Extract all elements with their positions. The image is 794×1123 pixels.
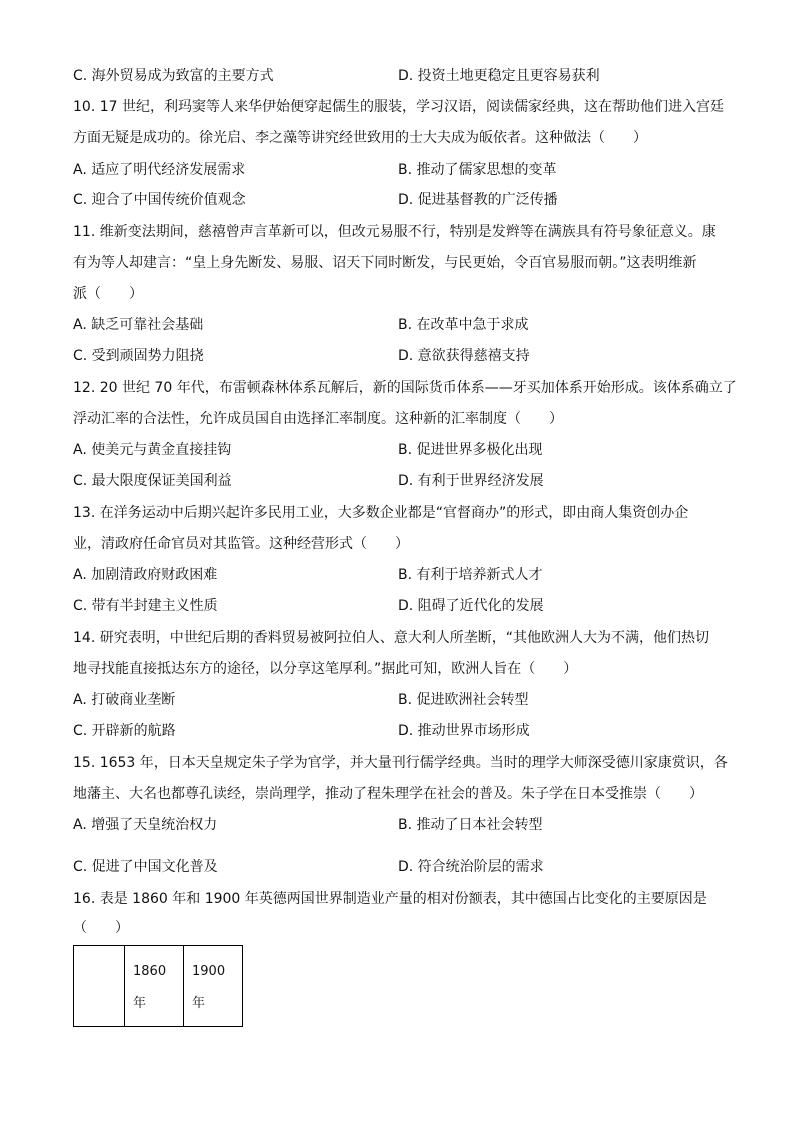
q10-stem-line-1: 10. 17 世纪，利玛窦等人来华伊始便穿起儒生的服装，学习汉语，阅读儒家经典，这在帮助他们进入宫廷 [73,99,724,115]
q14-option-d: D. 推动世界市场形成 [398,723,530,739]
q15-stem-line-2: 地藩主、大名也都尊孔读经，崇尚理学，推动了程朱理学在社会的普及。朱子学在日本受推崇（ ） [73,786,703,802]
q10-option-d: D. 促进基督教的广泛传播 [398,192,558,208]
q12-option-a: A. 使美元与黄金直接挂钩 [73,442,232,458]
q11-option-a: A. 缺乏可靠社会基础 [73,317,204,333]
q10-option-b: B. 推动了儒家思想的变革 [398,162,557,178]
q9-option-c: C. 海外贸易成为致富的主要方式 [73,68,274,84]
q12-option-d: D. 有利于世界经济发展 [398,473,544,489]
q14-option-b: B. 促进欧洲社会转型 [398,692,529,708]
q12-option-b: B. 促进世界多极化出现 [398,442,543,458]
q11-option-c: C. 受到顽固势力阻挠 [73,348,204,364]
table-header-blank [74,946,125,1027]
q10-option-a: A. 适应了明代经济发展需求 [73,162,246,178]
q14-option-a: A. 打破商业垄断 [73,692,176,708]
q11-stem-line-3: 派（ ） [73,286,143,302]
q10-option-c: C. 迎合了中国传统价值观念 [73,192,246,208]
q10-stem-line-2: 方面无疑是成功的。徐光启、李之藻等讲究经世致用的士大夫成为皈依者。这种做法（ ） [73,130,647,146]
q12-option-c: C. 最大限度保证美国利益 [73,473,232,489]
q15-stem-line-1: 15. 1653 年，日本天皇规定朱子学为官学，并大量刊行儒学经典。当时的理学大师深受德川家康赏识，各 [73,755,728,771]
q13-stem-line-2: 业，清政府任命官员对其监管。这种经营形式（ ） [73,536,409,552]
q11-option-b: B. 在改革中急于求成 [398,317,529,333]
q11-stem-line-2: 有为等人却建言：“皇上身先断发、易服、诏天下同时断发，与民更始，令百官易服而朝。”这表明维新 [73,255,697,271]
q15-option-d: D. 符合统治阶层的需求 [398,859,544,875]
q15-option-b: B. 推动了日本社会转型 [398,817,543,833]
q14-option-c: C. 开辟新的航路 [73,723,176,739]
q13-option-b: B. 有利于培养新式人才 [398,567,543,583]
q13-option-a: A. 加剧清政府财政困难 [73,567,218,583]
q12-stem-line-1: 12. 20 世纪 70 年代，布雷顿森林体系瓦解后，新的国际货币体系——牙买加体系开始形成。该体系确立了 [73,380,737,396]
q15-option-c: C. 促进了中国文化普及 [73,859,218,875]
q13-option-d: D. 阻碍了近代化的发展 [398,598,544,614]
q11-option-d: D. 意欲获得慈禧支持 [398,348,530,364]
q14-stem-line-1: 14. 研究表明，中世纪后期的香料贸易被阿拉伯人、意大利人所垄断，“其他欧洲人大为不满，他们热切 [73,630,709,646]
q9-option-d: D. 投资土地更稳定且更容易获利 [398,68,600,84]
q16-stem-line-1: 16. 表是 1860 年和 1900 年英德两国世界制造业产量的相对份额表，其中德国占比变化的主要原因是 [73,891,707,907]
q13-option-c: C. 带有半封建主义性质 [73,598,218,614]
q15-option-a: A. 增强了天皇统治权力 [73,817,218,833]
table-header-1860: 1860 年 [125,946,184,1027]
q16-share-table [73,945,243,1027]
q11-stem-line-1: 11. 维新变法期间，慈禧曾声言革新可以，但改元易服不行，特别是发辫等在满族具有符号象征意义。康 [73,224,716,240]
q16-stem-line-2: （ ） [73,920,129,936]
q13-stem-line-1: 13. 在洋务运动中后期兴起许多民用工业，大多数企业都是“官督商办”的形式，即由商人集资创办企 [73,505,689,521]
q14-stem-line-2: 地寻找能直接抵达东方的途径，以分享这笔厚利。”据此可知，欧洲人旨在（ ） [73,661,578,677]
table-row [74,946,243,1027]
table-header-1900: 1900 年 [184,946,243,1027]
q12-stem-line-2: 浮动汇率的合法性，允许成员国自由选择汇率制度。这种新的汇率制度（ ） [73,411,563,427]
